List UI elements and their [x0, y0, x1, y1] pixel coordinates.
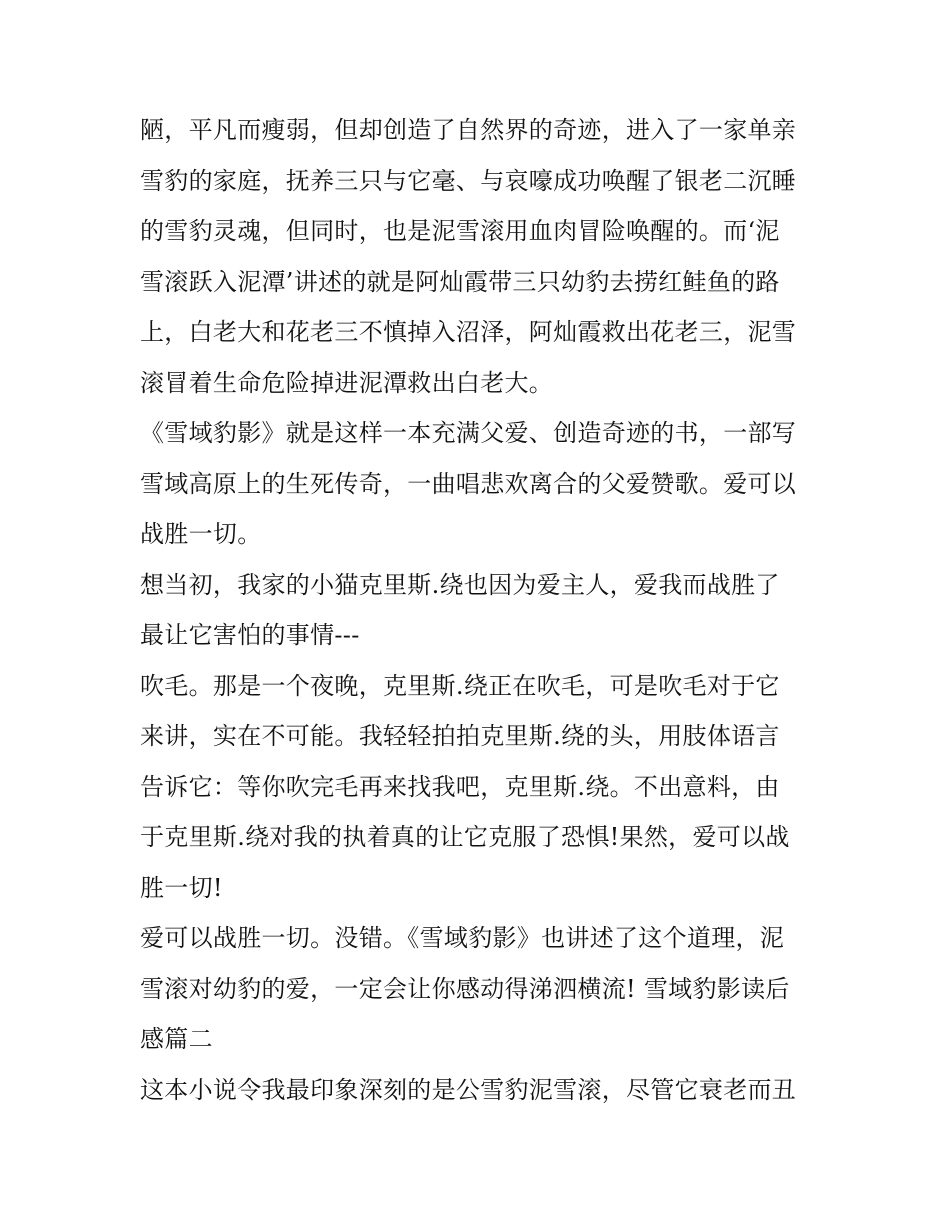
- text-line: 感篇二: [140, 1025, 213, 1053]
- text-line: 的雪豹灵魂，但同时，也是泥雪滚用血肉冒险唤醒的。而‘泥: [140, 217, 780, 245]
- text-line: 上，白老大和花老三不慎掉入沼泽，阿灿霞救出花老三，泥雪: [140, 318, 797, 346]
- text-line: 这本小说令我最印象深刻的是公雪豹泥雪滚，尽管它衰老而丑: [140, 1075, 797, 1104]
- text-line: 滚冒着生命危险掉进泥潭救出白老大。: [140, 368, 554, 397]
- text-line: 告诉它：等你吹完毛再来找我吧，克里斯.绕。不出意料，由: [140, 772, 780, 801]
- text-line: 胜一切!: [140, 873, 223, 902]
- text-line: 来讲，实在不可能。我轻轻拍拍克里斯.绕的头，用肢体语言: [140, 722, 780, 750]
- text-line: 于克里斯.绕对我的执着真的让它克服了恐惧!果然，爱可以战: [140, 823, 790, 851]
- text-line: 雪滚对幼豹的爱，一定会让你感动得涕泗横流! 雪域豹影读后: [140, 974, 790, 1003]
- text-line: 吹毛。那是一个夜晚，克里斯.绕正在吹毛，可是吹毛对于它: [140, 671, 780, 700]
- text-line: 雪域高原上的生死传奇，一曲唱悲欢离合的父爱赞歌。爱可以: [140, 469, 797, 498]
- text-line: 想当初，我家的小猫克里斯.绕也因为爱主人，爱我而战胜了: [140, 570, 780, 599]
- body-text: [140, 105, 830, 1115]
- text-line: 《雪域豹影》就是这样一本充满父爱、创造奇迹的书，一部写: [140, 419, 797, 447]
- text-line: 雪滚跃入泥潭’讲述的就是阿灿霞带三只幼豹去捞红鲑鱼的路: [140, 267, 780, 296]
- text-line: 战胜一切。: [140, 520, 262, 548]
- text-line: 爱可以战胜一切。没错。《雪域豹影》也讲述了这个道理，泥: [140, 924, 785, 952]
- text-line: 雪豹的家庭，抚养三只与它毫、与哀嚎成功唤醒了银老二沉睡: [140, 166, 797, 195]
- text-line: 最让它害怕的事情---: [140, 621, 360, 649]
- text-line: 陋，平凡而瘦弱，但却创造了自然界的奇迹，进入了一家单亲: [140, 116, 797, 144]
